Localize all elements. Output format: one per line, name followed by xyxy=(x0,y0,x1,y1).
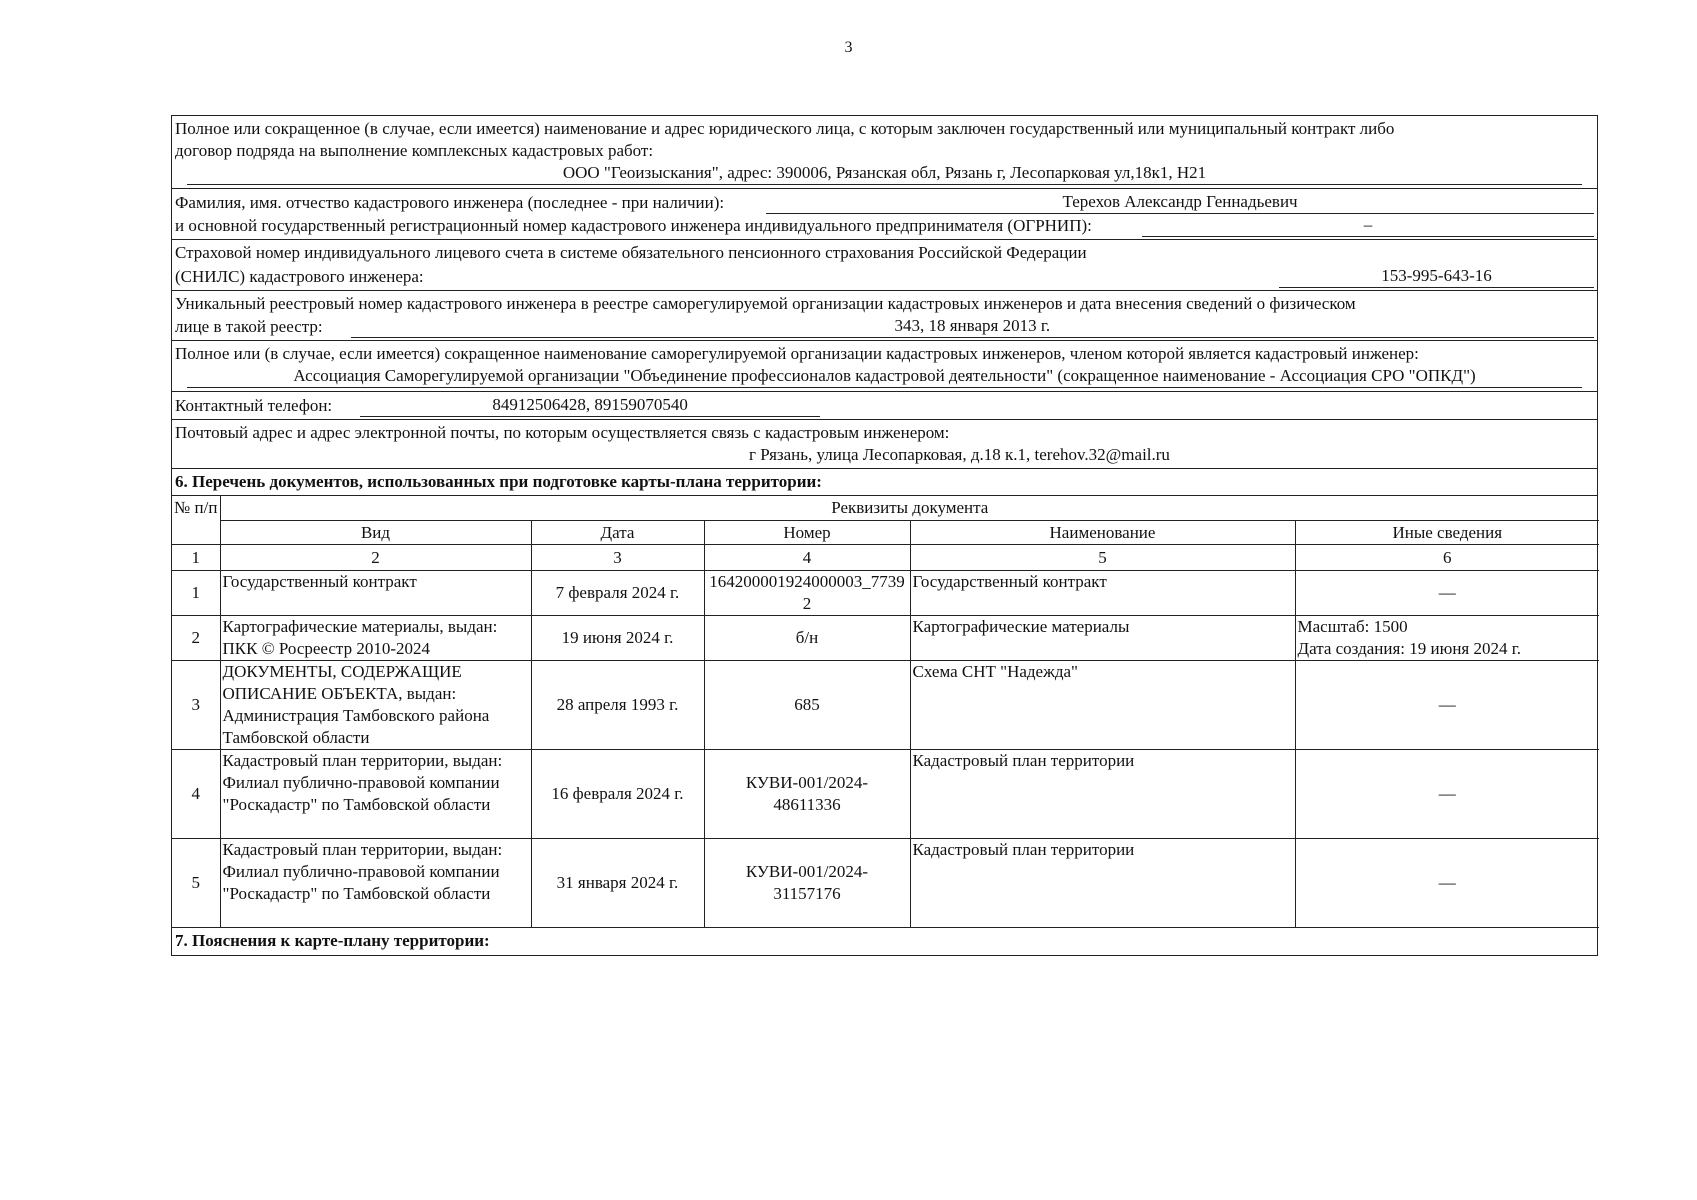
row-num: 3 xyxy=(172,661,220,750)
engineer-block xyxy=(172,189,1597,240)
snils-block xyxy=(172,240,1597,290)
row-num: 2 xyxy=(172,616,220,661)
row-date: 28 апреля 1993 г. xyxy=(531,661,704,750)
row-name: Картографические материалы xyxy=(910,616,1295,661)
snils-line2 xyxy=(175,265,1594,288)
registry-block xyxy=(172,291,1597,341)
table-row xyxy=(172,839,1599,928)
sro-value: Ассоциация Саморегулируемой организации "Объединение профессионалов кадастровой деятельности" (сокращенное наименование - Ассоциация СРО "ОПКД") xyxy=(187,365,1582,388)
snils-label-line1: Страховой номер индивидуального лицевого счета в системе обязательного пенсионного страхования Российской Федерации xyxy=(175,243,1087,263)
col-number: 3 xyxy=(531,545,704,571)
phone-label: Контактный телефон: xyxy=(175,396,333,416)
row-num: 5 xyxy=(172,839,220,928)
documents-table xyxy=(172,496,1599,928)
address-label: Почтовый адрес и адрес электронной почты, по которым осуществляется связь с кадастровым инженером: xyxy=(175,423,950,443)
row-date: 19 июня 2024 г. xyxy=(531,616,704,661)
row-kind: Картографические материалы, выдан: ПКК © Росреестр 2010-2024 xyxy=(220,616,531,661)
contractor-value: ООО "Геоизыскания", адрес: 390006, Рязанская обл, Рязань г, Лесопарковая ул,18к1, Н21 xyxy=(187,162,1582,185)
col-number: 6 xyxy=(1295,545,1599,571)
col-number: 1 xyxy=(172,545,220,571)
row-kind: Государственный контракт xyxy=(220,571,531,616)
row-kind: Кадастровый план территории, выдан: Филиал публично-правовой компании "Роскадастр" по Тамбовской области xyxy=(220,750,531,839)
row-name: Схема СНТ "Надежда" xyxy=(910,661,1295,750)
header-kind: Вид xyxy=(220,521,531,545)
phone-value: 84912506428, 89159070540 xyxy=(360,394,820,417)
sro-block xyxy=(172,341,1597,392)
registry-label-line2: лице в такой реестр: xyxy=(175,316,323,336)
engineer-ogrnip-line xyxy=(175,214,1594,237)
registry-value: 343, 18 января 2013 г. xyxy=(351,315,1594,338)
registry-label-line1: Уникальный реестровый номер кадастрового инженера в реестре саморегулируемой организации кадастровых инженеров и дата внесения сведений о физическом xyxy=(175,293,1356,313)
row-other xyxy=(1295,616,1599,661)
table-row xyxy=(172,750,1599,839)
header-other: Иные сведения xyxy=(1295,521,1599,545)
col-number: 2 xyxy=(220,545,531,571)
snils-label-line2: (СНИЛС) кадастрового инженера: xyxy=(175,266,424,286)
row-other: — xyxy=(1295,750,1599,839)
column-number-row xyxy=(172,545,1599,571)
row-kind: Кадастровый план территории, выдан: Филиал публично-правовой компании "Роскадастр" по Тамбовской области xyxy=(220,839,531,928)
address-value: г Рязань, улица Лесопарковая, д.18 к.1, terehov.32@mail.ru xyxy=(749,445,1170,465)
ogrnip-label: и основной государственный регистрационный номер кадастрового инженера индивидуального предпринимателя (ОГРНИП): xyxy=(175,216,1092,236)
row-date: 31 января 2024 г. xyxy=(531,839,704,928)
row-other: — xyxy=(1295,839,1599,928)
header-number: Номер xyxy=(704,521,910,545)
row-num: 1 xyxy=(172,571,220,616)
row-date: 7 февраля 2024 г. xyxy=(531,571,704,616)
header-date: Дата xyxy=(531,521,704,545)
engineer-name-line xyxy=(175,191,1594,214)
table-row xyxy=(172,616,1599,661)
cadastral-form xyxy=(171,115,1598,956)
row-name: Кадастровый план территории xyxy=(910,839,1295,928)
sro-label: Полное или (в случае, если имеется) сокращенное наименование саморегулируемой организации кадастровых инженеров, членом которой является кадастровый инженер: xyxy=(175,343,1419,363)
col-number: 5 xyxy=(910,545,1295,571)
row-other-scale: Масштаб: 1500 xyxy=(1297,617,1408,637)
section6-title: 6. Перечень документов, использованных при подготовке карты-плана территории: xyxy=(172,469,1597,496)
ogrnip-value: – xyxy=(1142,214,1594,237)
row-name: Кадастровый план территории xyxy=(910,750,1295,839)
row-number: КУВИ-001/2024-48611336 xyxy=(704,750,910,839)
row-other: — xyxy=(1295,661,1599,750)
row-number: б/н xyxy=(704,616,910,661)
table-subheader-row xyxy=(172,521,1599,545)
table-row xyxy=(172,661,1599,750)
engineer-name-label: Фамилия, имя. отчество кадастрового инженера (последнее - при наличии): xyxy=(175,193,725,213)
table-row xyxy=(172,571,1599,616)
snils-value: 153-995-643-16 xyxy=(1279,265,1594,288)
row-num: 4 xyxy=(172,750,220,839)
section7-title: 7. Пояснения к карте-плану территории: xyxy=(175,931,490,951)
row-kind: ДОКУМЕНТЫ, СОДЕРЖАЩИЕ ОПИСАНИЕ ОБЪЕКТА, выдан: Администрация Тамбовского района Тамбовской области xyxy=(220,661,531,750)
row-number: 685 xyxy=(704,661,910,750)
registry-line2 xyxy=(175,315,1594,338)
col-number: 4 xyxy=(704,545,910,571)
address-block xyxy=(172,420,1597,469)
phone-block xyxy=(172,392,1597,420)
header-name: Наименование xyxy=(910,521,1295,545)
header-group: Реквизиты документа xyxy=(220,496,1599,521)
contractor-label-line1: Полное или сокращенное (в случае, если имеется) наименование и адрес юридического лица, с которым заключен государственный или муниципальный контракт либо xyxy=(175,119,1395,138)
contractor-label-line2: договор подряда на выполнение комплексных кадастровых работ: xyxy=(175,141,654,161)
row-number: 164200001924000003_77392 xyxy=(704,571,910,616)
phone-line xyxy=(175,394,1594,417)
row-name: Государственный контракт xyxy=(910,571,1295,616)
row-date: 16 февраля 2024 г. xyxy=(531,750,704,839)
row-other-created: Дата создания: 19 июня 2024 г. xyxy=(1297,639,1522,659)
page-number: 3 xyxy=(844,39,853,56)
header-num: № п/п xyxy=(172,496,220,545)
engineer-name-value: Терехов Александр Геннадьевич xyxy=(766,191,1594,214)
row-number: КУВИ-001/2024-31157176 xyxy=(704,839,910,928)
row-other: — xyxy=(1295,571,1599,616)
table-header-row xyxy=(172,496,1599,521)
contractor-block xyxy=(172,116,1597,189)
